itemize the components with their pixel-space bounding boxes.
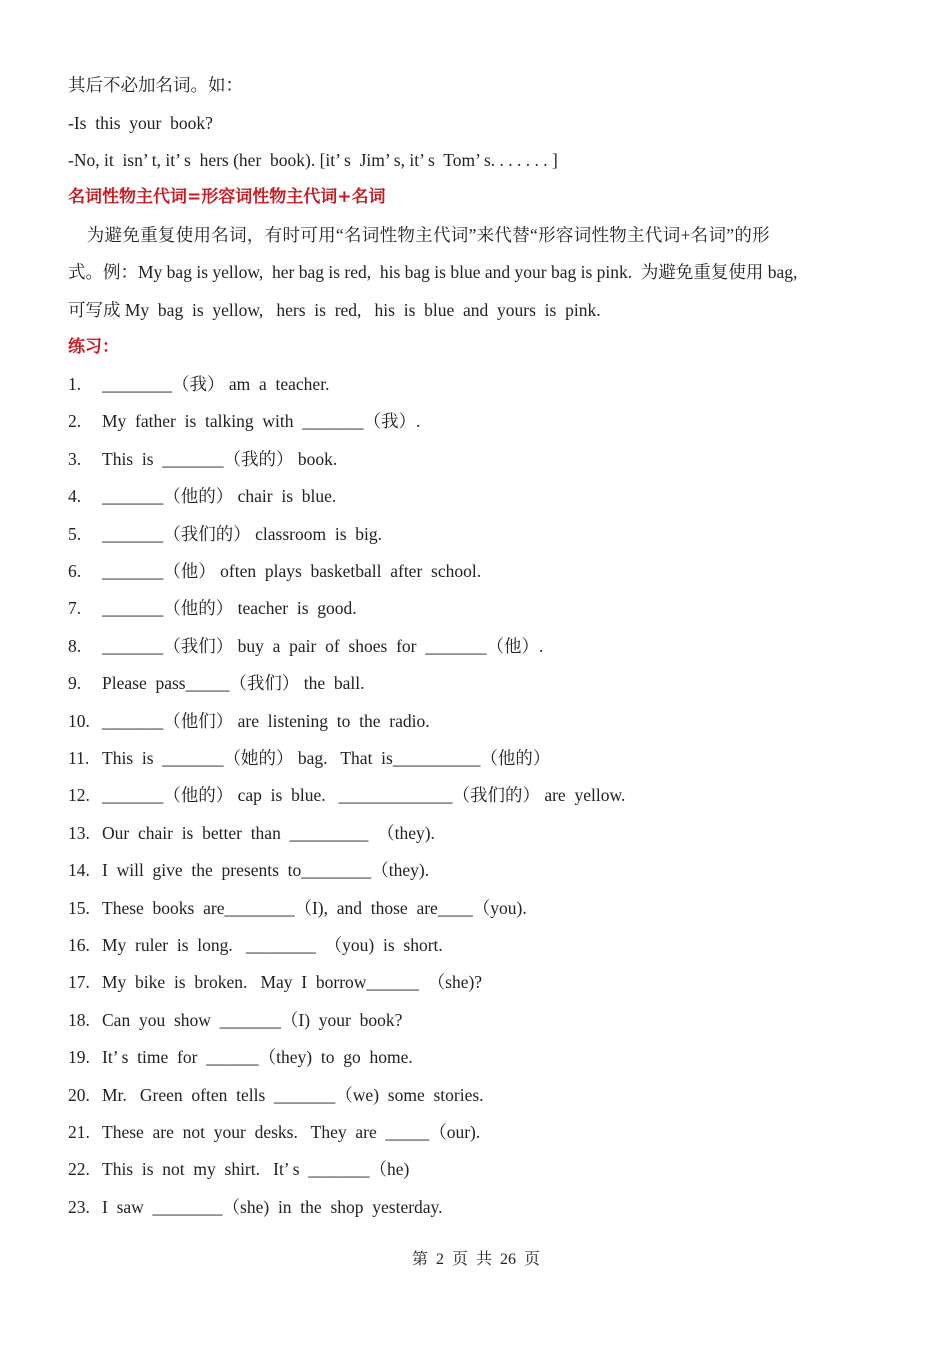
exercise-number: 10. (68, 710, 90, 731)
exercise-item (68, 671, 364, 695)
exercise-number: 14. (68, 860, 90, 881)
exercise-text: My bike is broken. May I borrow______ （she)? (102, 972, 483, 993)
exercise-heading: 练习： (68, 337, 119, 357)
exercise-number: 23. (68, 1196, 90, 1217)
exercise-item (68, 559, 481, 583)
exercise-text: These books are________（I), and those are____（you). (102, 897, 527, 918)
exercise-text: This is _______（她的） bag. That is__________（他的） (102, 748, 551, 768)
exercise-text: _______（他的） cap is blue. _____________（我们的） are yellow. (102, 785, 626, 806)
explanation-line: 式。例：My bag is yellow, her bag is red, his bag is blue and your bag is pink. 为避免重复使用 bag, (68, 262, 798, 282)
exercise-number: 2. (68, 411, 82, 432)
exercise-text: ________（我） am a teacher. (102, 374, 330, 394)
exercise-item (68, 1157, 409, 1181)
exercise-number: 22. (68, 1159, 90, 1180)
exercise-text: Our chair is better than _________ （they). (102, 822, 435, 843)
exercise-item (68, 783, 625, 807)
exercise-item (68, 933, 443, 957)
exercise-number: 20. (68, 1084, 90, 1105)
rule-heading: 名词性物主代词=形容词性物主代词+名词 (68, 187, 386, 207)
exercise-number: 7. (68, 598, 82, 619)
exercise-item (68, 634, 543, 658)
exercise-item (68, 709, 430, 733)
exercise-text: _______（他的） teacher is good. (102, 598, 357, 619)
exercise-item (68, 484, 336, 508)
exercise-item (68, 858, 429, 882)
exercise-text: My father is talking with _______（我）. (102, 411, 421, 432)
exercise-text: Please pass_____（我们） the ball. (102, 673, 365, 694)
exercise-text: _______（他） often plays basketball after school. (102, 561, 482, 581)
exercise-number: 5. (68, 523, 82, 544)
exercise-item (68, 1045, 413, 1069)
exercise-item (68, 821, 435, 845)
explanation-line: 为避免重复使用名词，有时可用“名词性物主代词”来代替“形容词性物主代词+名词”的形 (68, 225, 770, 245)
exercise-text: _______（他的） chair is blue. (102, 486, 337, 507)
exercise-number: 6. (68, 561, 82, 581)
exercise-number: 18. (68, 1009, 90, 1030)
exercise-text: Mr. Green often tells _______（we) some stories. (102, 1084, 484, 1105)
exercise-item (68, 372, 329, 396)
intro-answer: -No, it isn’ t, it’ s hers (her book). [it’ s Jim’ s, it’ s Tom’ s. . . . . . . ] (68, 150, 558, 170)
exercise-number: 17. (68, 972, 90, 993)
exercise-text: _______（他们） are listening to the radio. (102, 710, 430, 731)
exercise-item (68, 1008, 402, 1032)
exercise-item (68, 1120, 480, 1144)
exercise-number: 3. (68, 448, 82, 469)
exercise-number: 11. (68, 748, 90, 768)
exercise-item (68, 522, 382, 546)
exercise-number: 13. (68, 822, 90, 843)
exercise-number: 9. (68, 673, 82, 694)
exercise-item (68, 409, 420, 433)
exercise-item (68, 746, 550, 770)
exercise-text: This is not my shirt. It’ s _______（he) (102, 1159, 410, 1180)
intro-question: -Is this your book? (68, 113, 213, 133)
exercise-text: It’ s time for ______（they) to go home. (102, 1047, 413, 1068)
exercise-number: 8. (68, 635, 82, 656)
explanation-line: 可写成 My bag is yellow, hers is red, his is blue and yours is pink. (68, 300, 601, 320)
exercise-text: Can you show _______（I) your book? (102, 1009, 403, 1030)
exercise-item (68, 1195, 443, 1219)
exercise-text: My ruler is long. ________ （you) is short. (102, 935, 443, 955)
exercise-text: _______（我们的） classroom is big. (102, 523, 382, 544)
exercise-text: These are not your desks. They are _____（our). (102, 1122, 481, 1142)
page-footer: 第 2 页 共 26 页 (411, 1251, 540, 1268)
exercise-item (68, 1083, 484, 1107)
exercise-number: 4. (68, 486, 82, 507)
exercise-number: 12. (68, 785, 90, 806)
exercise-item (68, 596, 357, 620)
exercise-text: This is _______（我的） book. (102, 448, 338, 469)
exercise-text: I will give the presents to________（they). (102, 860, 430, 881)
exercise-number: 16. (68, 935, 90, 955)
exercise-item (68, 447, 337, 471)
intro-line: 其后不必加名词。如： (68, 75, 243, 95)
exercise-number: 15. (68, 897, 90, 918)
exercise-number: 19. (68, 1047, 90, 1068)
exercise-text: _______（我们） buy a pair of shoes for _______（他）. (102, 635, 544, 656)
exercise-item (68, 970, 482, 994)
exercise-number: 21. (68, 1122, 90, 1142)
exercise-item (68, 896, 527, 920)
exercise-text: I saw ________（she) in the shop yesterday. (102, 1196, 443, 1217)
exercise-number: 1. (68, 374, 82, 394)
